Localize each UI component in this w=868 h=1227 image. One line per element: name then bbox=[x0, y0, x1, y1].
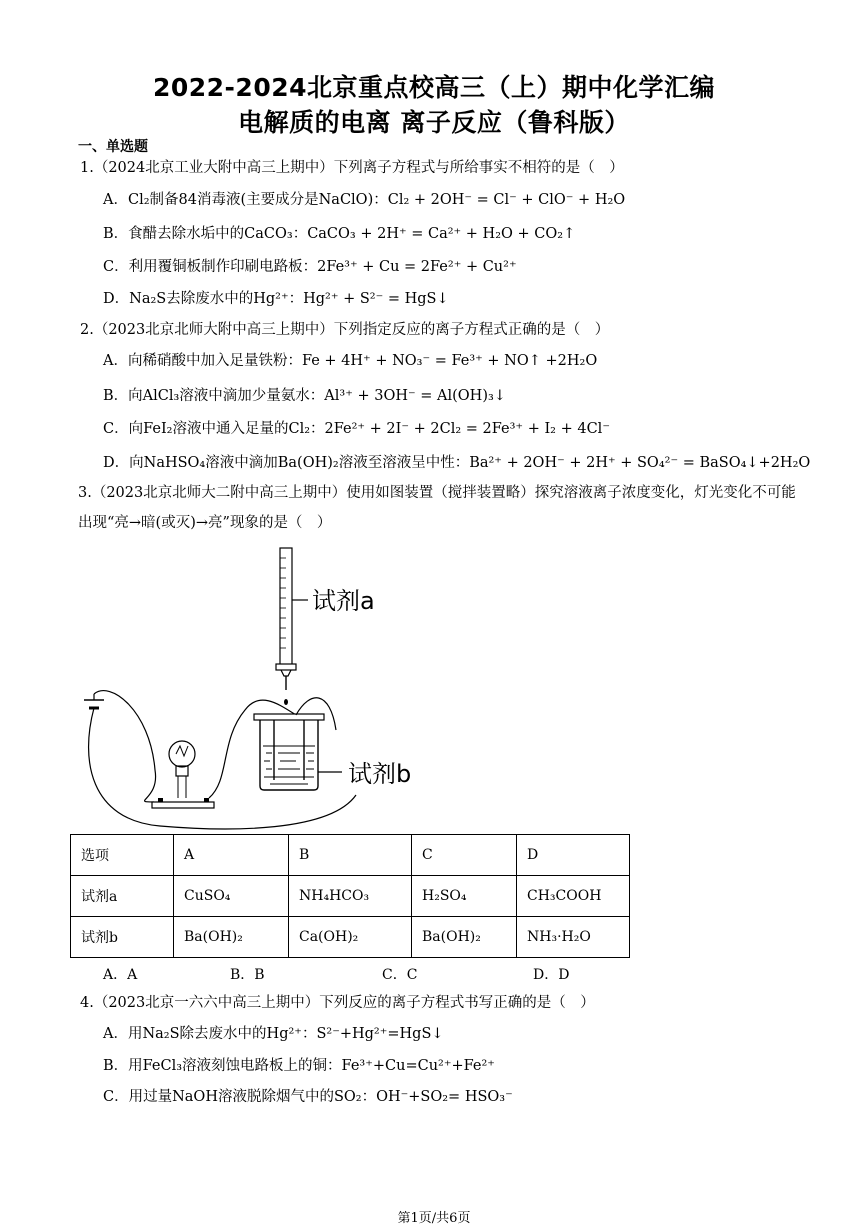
q4-option-c: C．用过量NaOH溶液脱除烟气中的SO₂：OH⁻+SO₂= HSO₃⁻ bbox=[103, 1089, 513, 1105]
table-cell: Ba(OH)₂ bbox=[412, 917, 517, 958]
label-reagent-a: 试剂a bbox=[312, 587, 375, 615]
q3-stem: 3.（2023北京北师大二附中高三上期中）使用如图装置（搅拌装置略）探究溶液离子浓度变化，灯光变化不可能出现“亮→暗(或灭)→亮”现象的是（ ） bbox=[78, 485, 796, 531]
q2-option-d: D．向NaHSO₄溶液中滴加Ba(OH)₂溶液至溶液呈中性：Ba²⁺ + 2OH⁻ + 2H⁺ + SO₄²⁻ = BaSO₄↓+2H₂O bbox=[103, 455, 811, 471]
q3-answer-a: A．A bbox=[103, 967, 138, 983]
q4-option-b: B．用FeCl₃溶液刻蚀电路板上的铜：Fe³⁺+Cu=Cu²⁺+Fe²⁺ bbox=[103, 1058, 495, 1074]
table-row bbox=[71, 917, 630, 958]
q4-option-a: A．用Na₂S除去废水中的Hg²⁺：S²⁻+Hg²⁺=HgS↓ bbox=[103, 1026, 444, 1042]
table-cell: Ca(OH)₂ bbox=[289, 917, 412, 958]
q2-option-a: A．向稀硝酸中加入足量铁粉：Fe + 4H⁺ + NO₃⁻ = Fe³⁺ + NO↑ +2H₂O bbox=[103, 353, 598, 369]
q3-answer-c: C．C bbox=[382, 967, 418, 983]
table-cell: C bbox=[412, 835, 517, 876]
q1-option-c: C．利用覆铜板制作印刷电路板：2Fe³⁺ + Cu = 2Fe²⁺ + Cu²⁺ bbox=[103, 259, 517, 275]
q1-option-b: B．食醋去除水垢中的CaCO₃：CaCO₃ + 2H⁺ = Ca²⁺ + H₂O + CO₂↑ bbox=[103, 226, 576, 242]
title-line-2: 电解质的电离 离子反应（鲁科版） bbox=[238, 108, 630, 137]
q3-answer-d: D．D bbox=[533, 967, 570, 983]
table-cell: B bbox=[289, 835, 412, 876]
q3-answer-b: B．B bbox=[230, 967, 265, 983]
options-table bbox=[70, 834, 630, 958]
q2-option-c: C．向FeI₂溶液中通入足量的Cl₂：2Fe²⁺ + 2I⁻ + 2Cl₂ = 2Fe³⁺ + I₂ + 4Cl⁻ bbox=[103, 421, 610, 437]
label-reagent-b: 试剂b bbox=[348, 760, 412, 788]
q1-stem: 1.（2024北京工业大附中高三上期中）下列离子方程式与所给事实不相符的是（ ） bbox=[80, 160, 624, 176]
q4-stem: 4.（2023北京一六六中高三上期中）下列反应的离子方程式书写正确的是（ ） bbox=[80, 995, 595, 1011]
q2-option-b: B．向AlCl₃溶液中滴加少量氨水：Al³⁺ + 3OH⁻ = Al(OH)₃↓ bbox=[103, 388, 506, 404]
table-cell: D bbox=[517, 835, 630, 876]
table-cell: Ba(OH)₂ bbox=[174, 917, 289, 958]
table-cell: CuSO₄ bbox=[174, 876, 289, 917]
table-row bbox=[71, 876, 630, 917]
table-cell: H₂SO₄ bbox=[412, 876, 517, 917]
title-line-1: 2022-2024北京重点校高三（上）期中化学汇编 bbox=[152, 73, 716, 102]
q2-stem: 2.（2023北京北师大附中高三上期中）下列指定反应的离子方程式正确的是（ ） bbox=[80, 322, 610, 338]
q1-option-d: D．Na₂S去除废水中的Hg²⁺：Hg²⁺ + S²⁻ = HgS↓ bbox=[103, 291, 449, 307]
page-number: 第1页/共6页 bbox=[397, 1211, 471, 1226]
table-cell: NH₃·H₂O bbox=[517, 917, 630, 958]
table-cell: 试剂b bbox=[71, 917, 174, 958]
table-cell: A bbox=[174, 835, 289, 876]
q1-option-a: A．Cl₂制备84消毒液(主要成分是NaClO)：Cl₂ + 2OH⁻ = Cl⁻ + ClO⁻ + H₂O bbox=[103, 192, 626, 208]
table-cell: 选项 bbox=[71, 835, 174, 876]
table-cell: 试剂a bbox=[71, 876, 174, 917]
table-row bbox=[71, 835, 630, 876]
table-cell: CH₃COOH bbox=[517, 876, 630, 917]
apparatus-figure bbox=[70, 540, 490, 830]
section-label: 一、单选题 bbox=[78, 139, 148, 155]
table-cell: NH₄HCO₃ bbox=[289, 876, 412, 917]
